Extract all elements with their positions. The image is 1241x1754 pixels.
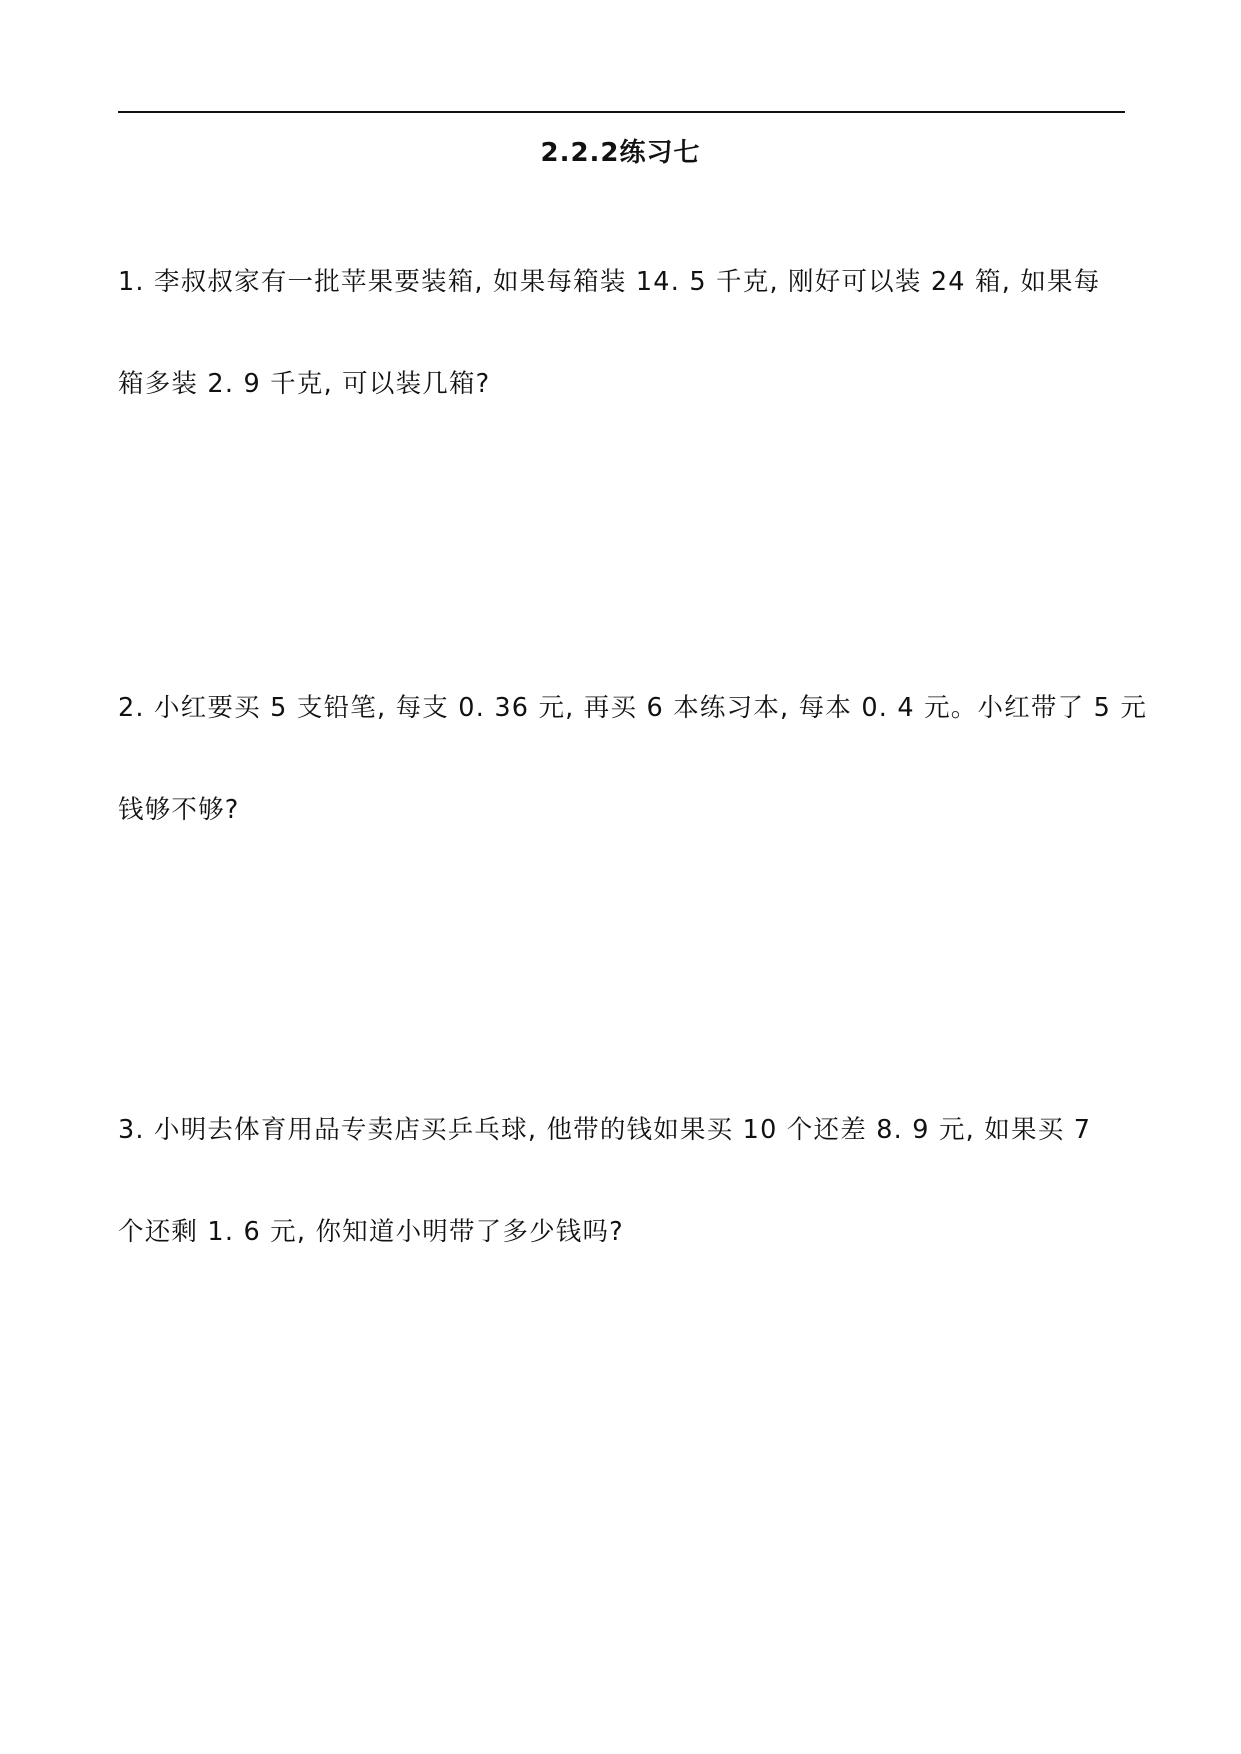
question-2-line-2: 钱够不够? xyxy=(118,795,240,825)
question-1 xyxy=(118,262,1128,404)
question-1-line-1: 1. 李叔叔家有一批苹果要装箱, 如果每箱装 14. 5 千克, 刚好可以装 24 箱, 如果每 xyxy=(118,267,1101,297)
question-2-line-1: 2. 小红要买 5 支铅笔, 每支 0. 36 元, 再买 6 本练习本, 每本 0. 4 元。小红带了 5 元 xyxy=(118,693,1148,723)
question-3-line-1: 3. 小明去体育用品专卖店买乒乓球, 他带的钱如果买 10 个还差 8. 9 元, 如果买 7 xyxy=(118,1115,1092,1145)
question-1-line-2: 箱多装 2. 9 千克, 可以装几箱? xyxy=(118,369,491,399)
question-2 xyxy=(118,688,1148,830)
question-3 xyxy=(118,1110,1128,1252)
header-rule xyxy=(118,111,1125,113)
page-title: 2.2.2练习七 xyxy=(540,138,701,168)
question-3-line-2: 个还剩 1. 6 元, 你知道小明带了多少钱吗? xyxy=(118,1217,624,1247)
